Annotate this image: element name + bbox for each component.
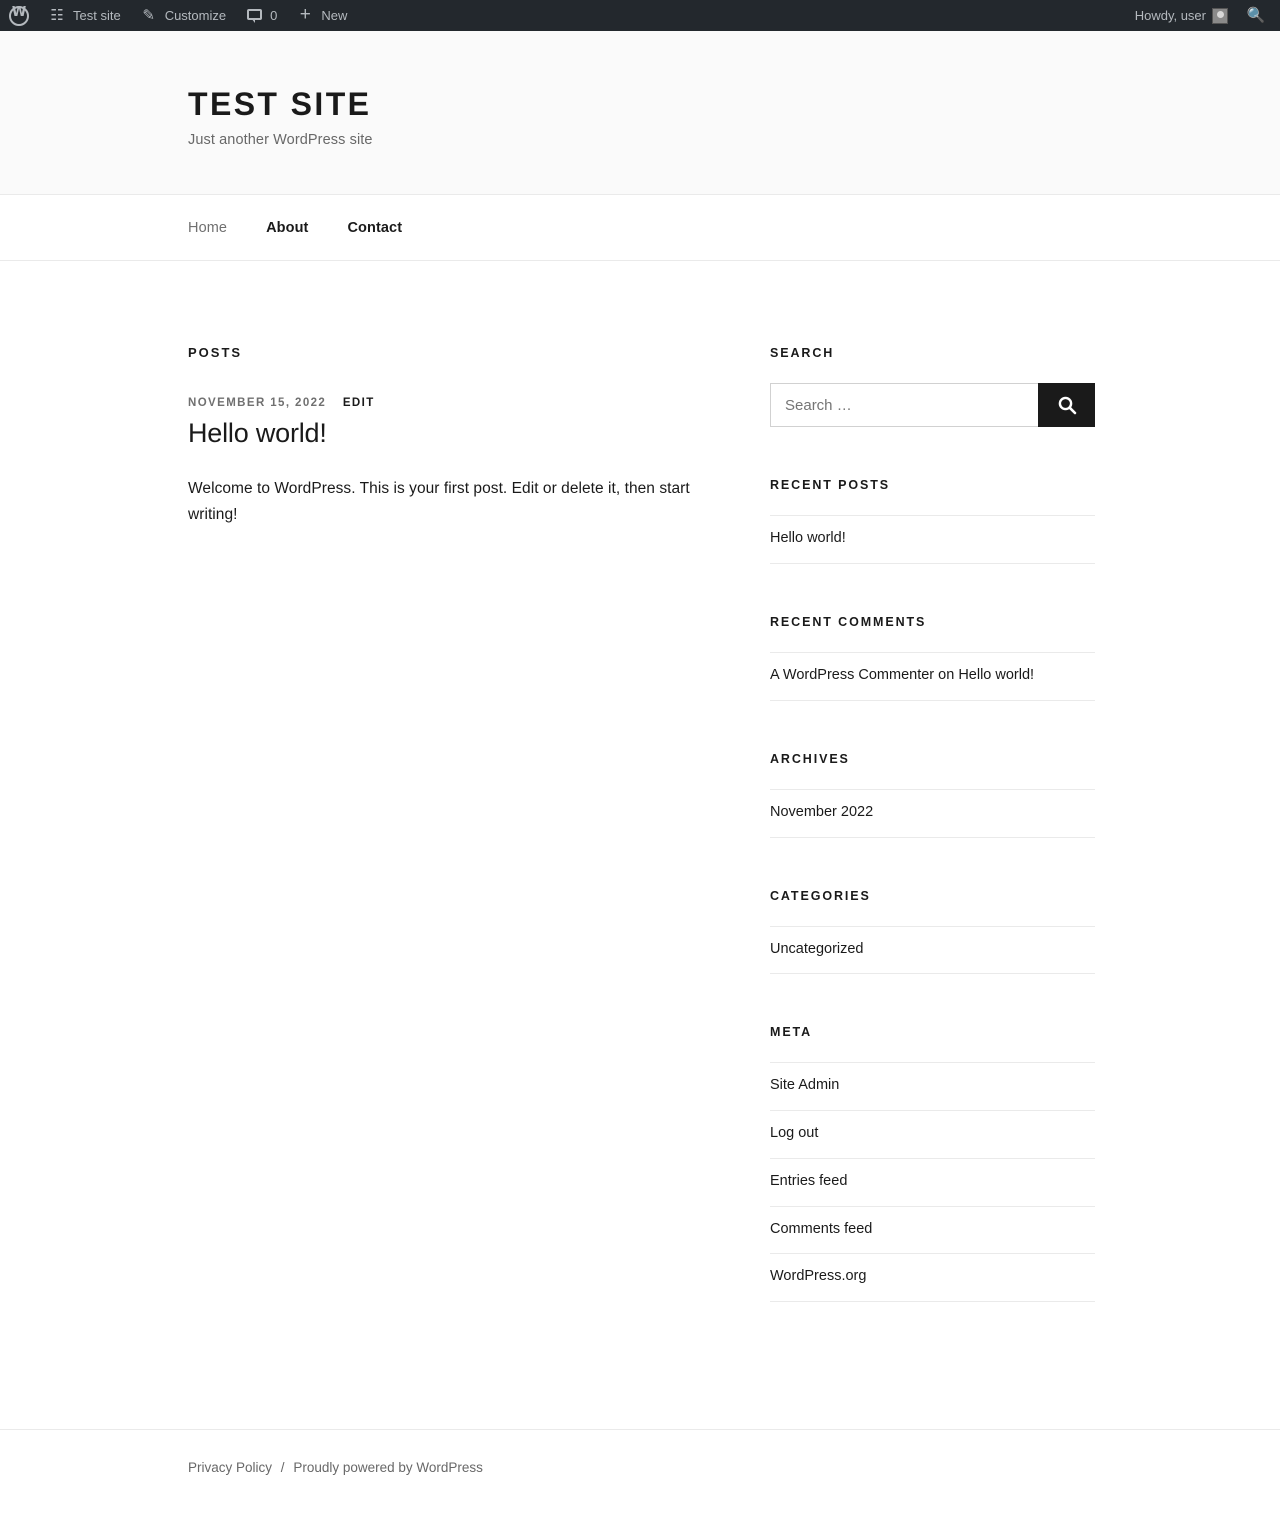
list-item[interactable] [770,653,1095,701]
widget-recent-posts-title: RECENT POSTS [770,478,891,493]
widget-categories [770,889,1095,975]
widget-recent-comments [770,615,1095,701]
content-area [188,261,1092,1353]
recent-post-link[interactable]: Hello world! [770,530,846,547]
widget-categories-title: CATEGORIES [770,888,871,903]
archive-link[interactable]: November 2022 [770,803,874,820]
post-title [188,417,705,451]
footer-privacy-policy-link[interactable]: Privacy Policy [188,1460,273,1476]
meta-link-wordpress-org[interactable]: WordPress.org [770,1268,867,1285]
meta-link-comments-feed[interactable]: Comments feed [770,1220,873,1237]
widget-search [770,346,1095,427]
dashboard-icon: ☷ [50,6,64,24]
adminbar-comments[interactable] [235,0,286,31]
sidebar [770,345,1095,1353]
adminbar-comments-count: 0 [270,8,278,23]
footer-inner [188,1460,1092,1475]
meta-link-log-out[interactable]: Log out [770,1125,819,1142]
adminbar-site-name[interactable] [38,0,130,31]
archives-list [770,789,1095,838]
list-item[interactable] [770,790,1095,838]
avatar [1212,8,1228,24]
main-content [188,345,705,528]
adminbar-howdy-label: Howdy, user [1134,8,1206,23]
adminbar-new-label: New [321,8,348,23]
list-item[interactable] [770,927,1095,975]
plus-icon: + [299,3,311,25]
adminbar-new-content[interactable] [286,0,356,31]
comment-icon [244,6,264,26]
search-icon: 🔍 [1246,6,1266,24]
widget-recent-posts [770,478,1095,564]
adminbar-customize-label: Customize [164,8,227,23]
page-title: POSTS [188,345,243,361]
site-header [0,31,1280,195]
meta-list [770,1062,1095,1302]
widget-archives-title: ARCHIVES [770,751,850,766]
post-edit-link-wrap [343,397,375,409]
search-form [770,383,1095,427]
pencil-icon: ✎ [142,6,155,24]
adminbar-site-name-label: Test site [73,8,121,23]
site-footer [0,1429,1280,1515]
list-item[interactable] [770,516,1095,564]
comment-post-link[interactable]: Hello world! [958,667,1035,684]
widget-archives [770,752,1095,838]
list-item[interactable] [770,1159,1095,1207]
recent-posts-list [770,515,1095,564]
widget-meta-title: META [770,1025,813,1040]
primary-navigation [0,195,1280,261]
widget-search-title: SEARCH [770,346,835,361]
search-icon [1057,395,1077,415]
adminbar-customize[interactable] [130,0,235,31]
widget-recent-comments-title: RECENT COMMENTS [770,615,927,630]
nav-item-home[interactable] [188,220,266,236]
comment-separator: on [934,667,959,684]
list-item[interactable] [770,1207,1095,1255]
post-excerpt: Welcome to WordPress. This is your first post. Edit or delete it, then start writing! [188,480,690,524]
meta-link-entries-feed[interactable]: Entries feed [770,1172,848,1189]
site-title[interactable]: TEST SITE [188,86,372,122]
footer-separator: / [280,1460,285,1476]
post-article [188,397,705,528]
nav-link-about[interactable]: About [266,219,309,236]
nav-item-about[interactable] [266,220,347,236]
nav-item-contact[interactable] [347,220,441,236]
adminbar-my-account[interactable] [1126,0,1237,31]
wordpress-logo-icon [9,6,29,26]
list-item[interactable] [770,1254,1095,1302]
comment-author: A WordPress Commenter [770,667,935,684]
list-item[interactable] [770,1063,1095,1111]
adminbar-search-toggle[interactable] [1237,0,1280,31]
search-input[interactable] [770,383,1038,427]
post-edit-link[interactable]: EDIT [342,397,375,410]
recent-comments-list [770,652,1095,701]
categories-list [770,926,1095,975]
post-meta [188,397,705,409]
list-item[interactable] [770,1111,1095,1159]
nav-link-contact[interactable]: Contact [347,219,403,236]
nav-link-home[interactable]: Home [188,219,228,236]
nav-list [188,195,1092,260]
site-tagline: Just another WordPress site [188,132,373,149]
widget-meta [770,1025,1095,1302]
search-submit-button[interactable] [1038,383,1095,427]
adminbar-wp-logo[interactable] [0,0,38,31]
admin-bar [0,0,1280,31]
post-content [188,476,705,528]
meta-link-site-admin[interactable]: Site Admin [770,1077,840,1094]
post-date[interactable]: NOVEMBER 15, 2022 [188,397,327,410]
post-title-link[interactable]: Hello world! [188,418,327,449]
footer-credit-link[interactable]: Proudly powered by WordPress [293,1460,483,1476]
category-link[interactable]: Uncategorized [770,940,864,957]
